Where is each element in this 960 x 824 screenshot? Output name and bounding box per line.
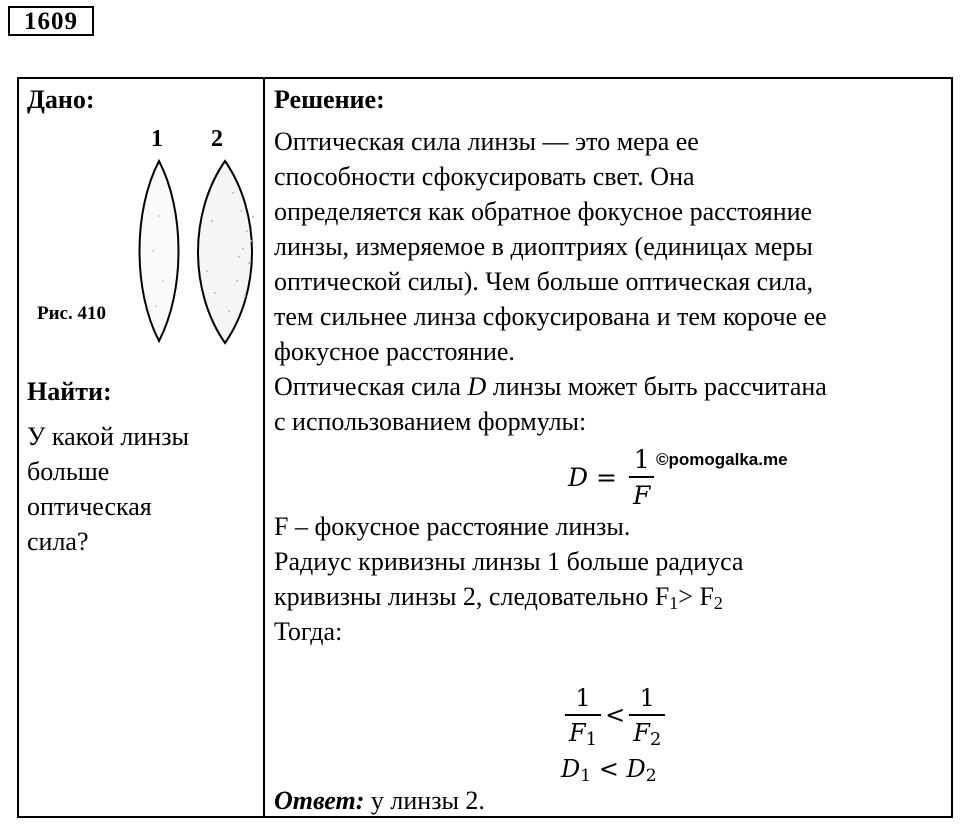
solution-continuation — [274, 509, 944, 649]
curvature-mid: > F — [678, 582, 714, 611]
formula-lhs: D — [568, 462, 589, 492]
paragraph-line: определяется как обратное фокусное расстояние — [274, 197, 813, 226]
paragraph-line: фокусное расстояние. — [274, 337, 515, 366]
paragraph-line: тем сильнее линза сфокусирована и тем короче ее — [274, 302, 827, 331]
answer-label: Ответ: — [274, 786, 365, 815]
left-den-var: F — [569, 718, 586, 747]
problem-number: 1609 — [8, 6, 94, 36]
watermark: ©pomogalka.me — [656, 450, 788, 469]
right-den-var: F — [633, 718, 650, 747]
question-line: больше — [27, 457, 110, 486]
left-den-sub: 1 — [585, 728, 598, 750]
curvature-line-1: Радиус кривизны линзы 1 больше радиуса — [274, 547, 744, 576]
d2-var: D — [626, 755, 646, 783]
question-line: сила? — [27, 527, 89, 556]
question-line: оптическая — [27, 492, 152, 521]
left-fraction — [565, 683, 601, 750]
solution-column — [265, 79, 951, 816]
lens-2-shape — [198, 161, 252, 343]
formula-denominator: F — [633, 480, 651, 510]
paragraph-line: оптической силы). Чем больше оптическая сила, — [274, 267, 814, 296]
solution-table — [17, 77, 953, 818]
inequalities — [561, 675, 701, 795]
formula-intro-line — [274, 369, 944, 404]
formula-intro-var: D — [467, 372, 487, 401]
then-label: Тогда: — [274, 617, 343, 646]
f-definition: F – фокусное расстояние линзы. — [274, 512, 631, 541]
lens-figure — [29, 121, 261, 346]
curvature-sub-1: 1 — [669, 593, 679, 613]
formula-intro-after: линзы может быть рассчитана — [486, 372, 827, 401]
solution-paragraph — [274, 124, 944, 439]
formula-intro-before: Оптическая сила — [274, 372, 468, 401]
right-numerator: 1 — [639, 683, 655, 712]
question-line: У какой линзы — [27, 422, 189, 451]
right-den-sub: 2 — [649, 728, 662, 750]
curvature-line-2 — [274, 579, 944, 614]
d1-var: D — [561, 755, 581, 783]
reciprocal-inequality — [561, 675, 669, 755]
solution-heading: Решение: — [274, 85, 385, 114]
formula-fraction — [629, 444, 654, 510]
formula-expression — [568, 439, 658, 515]
figure-caption: Рис. 410 — [37, 303, 106, 324]
lens-2-label: 2 — [211, 126, 223, 152]
find-heading: Найти: — [27, 377, 112, 406]
optical-power-formula — [265, 439, 951, 519]
left-denominator — [565, 716, 601, 750]
curvature-text: кривизны линзы 2, следовательно F — [274, 582, 670, 611]
given-column — [19, 79, 263, 816]
inequality-op: < — [605, 701, 626, 729]
answer-text: у линзы 2. — [364, 786, 485, 815]
paragraph-line: линзы, измеряемое в диоптриях (единицах меры — [274, 232, 813, 261]
d1-sub: 1 — [580, 766, 592, 786]
formula-equals: = — [596, 462, 617, 492]
lens-1-shape — [140, 161, 179, 341]
paragraph-line: Оптическая сила линзы — это мера ее — [274, 127, 699, 156]
answer — [274, 783, 485, 818]
lens-1-label: 1 — [151, 126, 163, 152]
right-denominator — [629, 716, 665, 750]
find-question — [27, 419, 247, 559]
inequality-op-2: < — [598, 755, 619, 783]
curvature-sub-2: 2 — [713, 593, 723, 613]
right-fraction — [629, 683, 665, 750]
given-heading: Дано: — [27, 85, 95, 114]
paragraph-line: способности сфокусировать свет. Она — [274, 162, 695, 191]
left-numerator: 1 — [575, 683, 591, 712]
power-inequality — [561, 755, 657, 786]
formula-intro-line2: с использованием формулы: — [274, 407, 587, 436]
formula-numerator: 1 — [633, 444, 650, 474]
d2-sub: 2 — [645, 766, 657, 786]
